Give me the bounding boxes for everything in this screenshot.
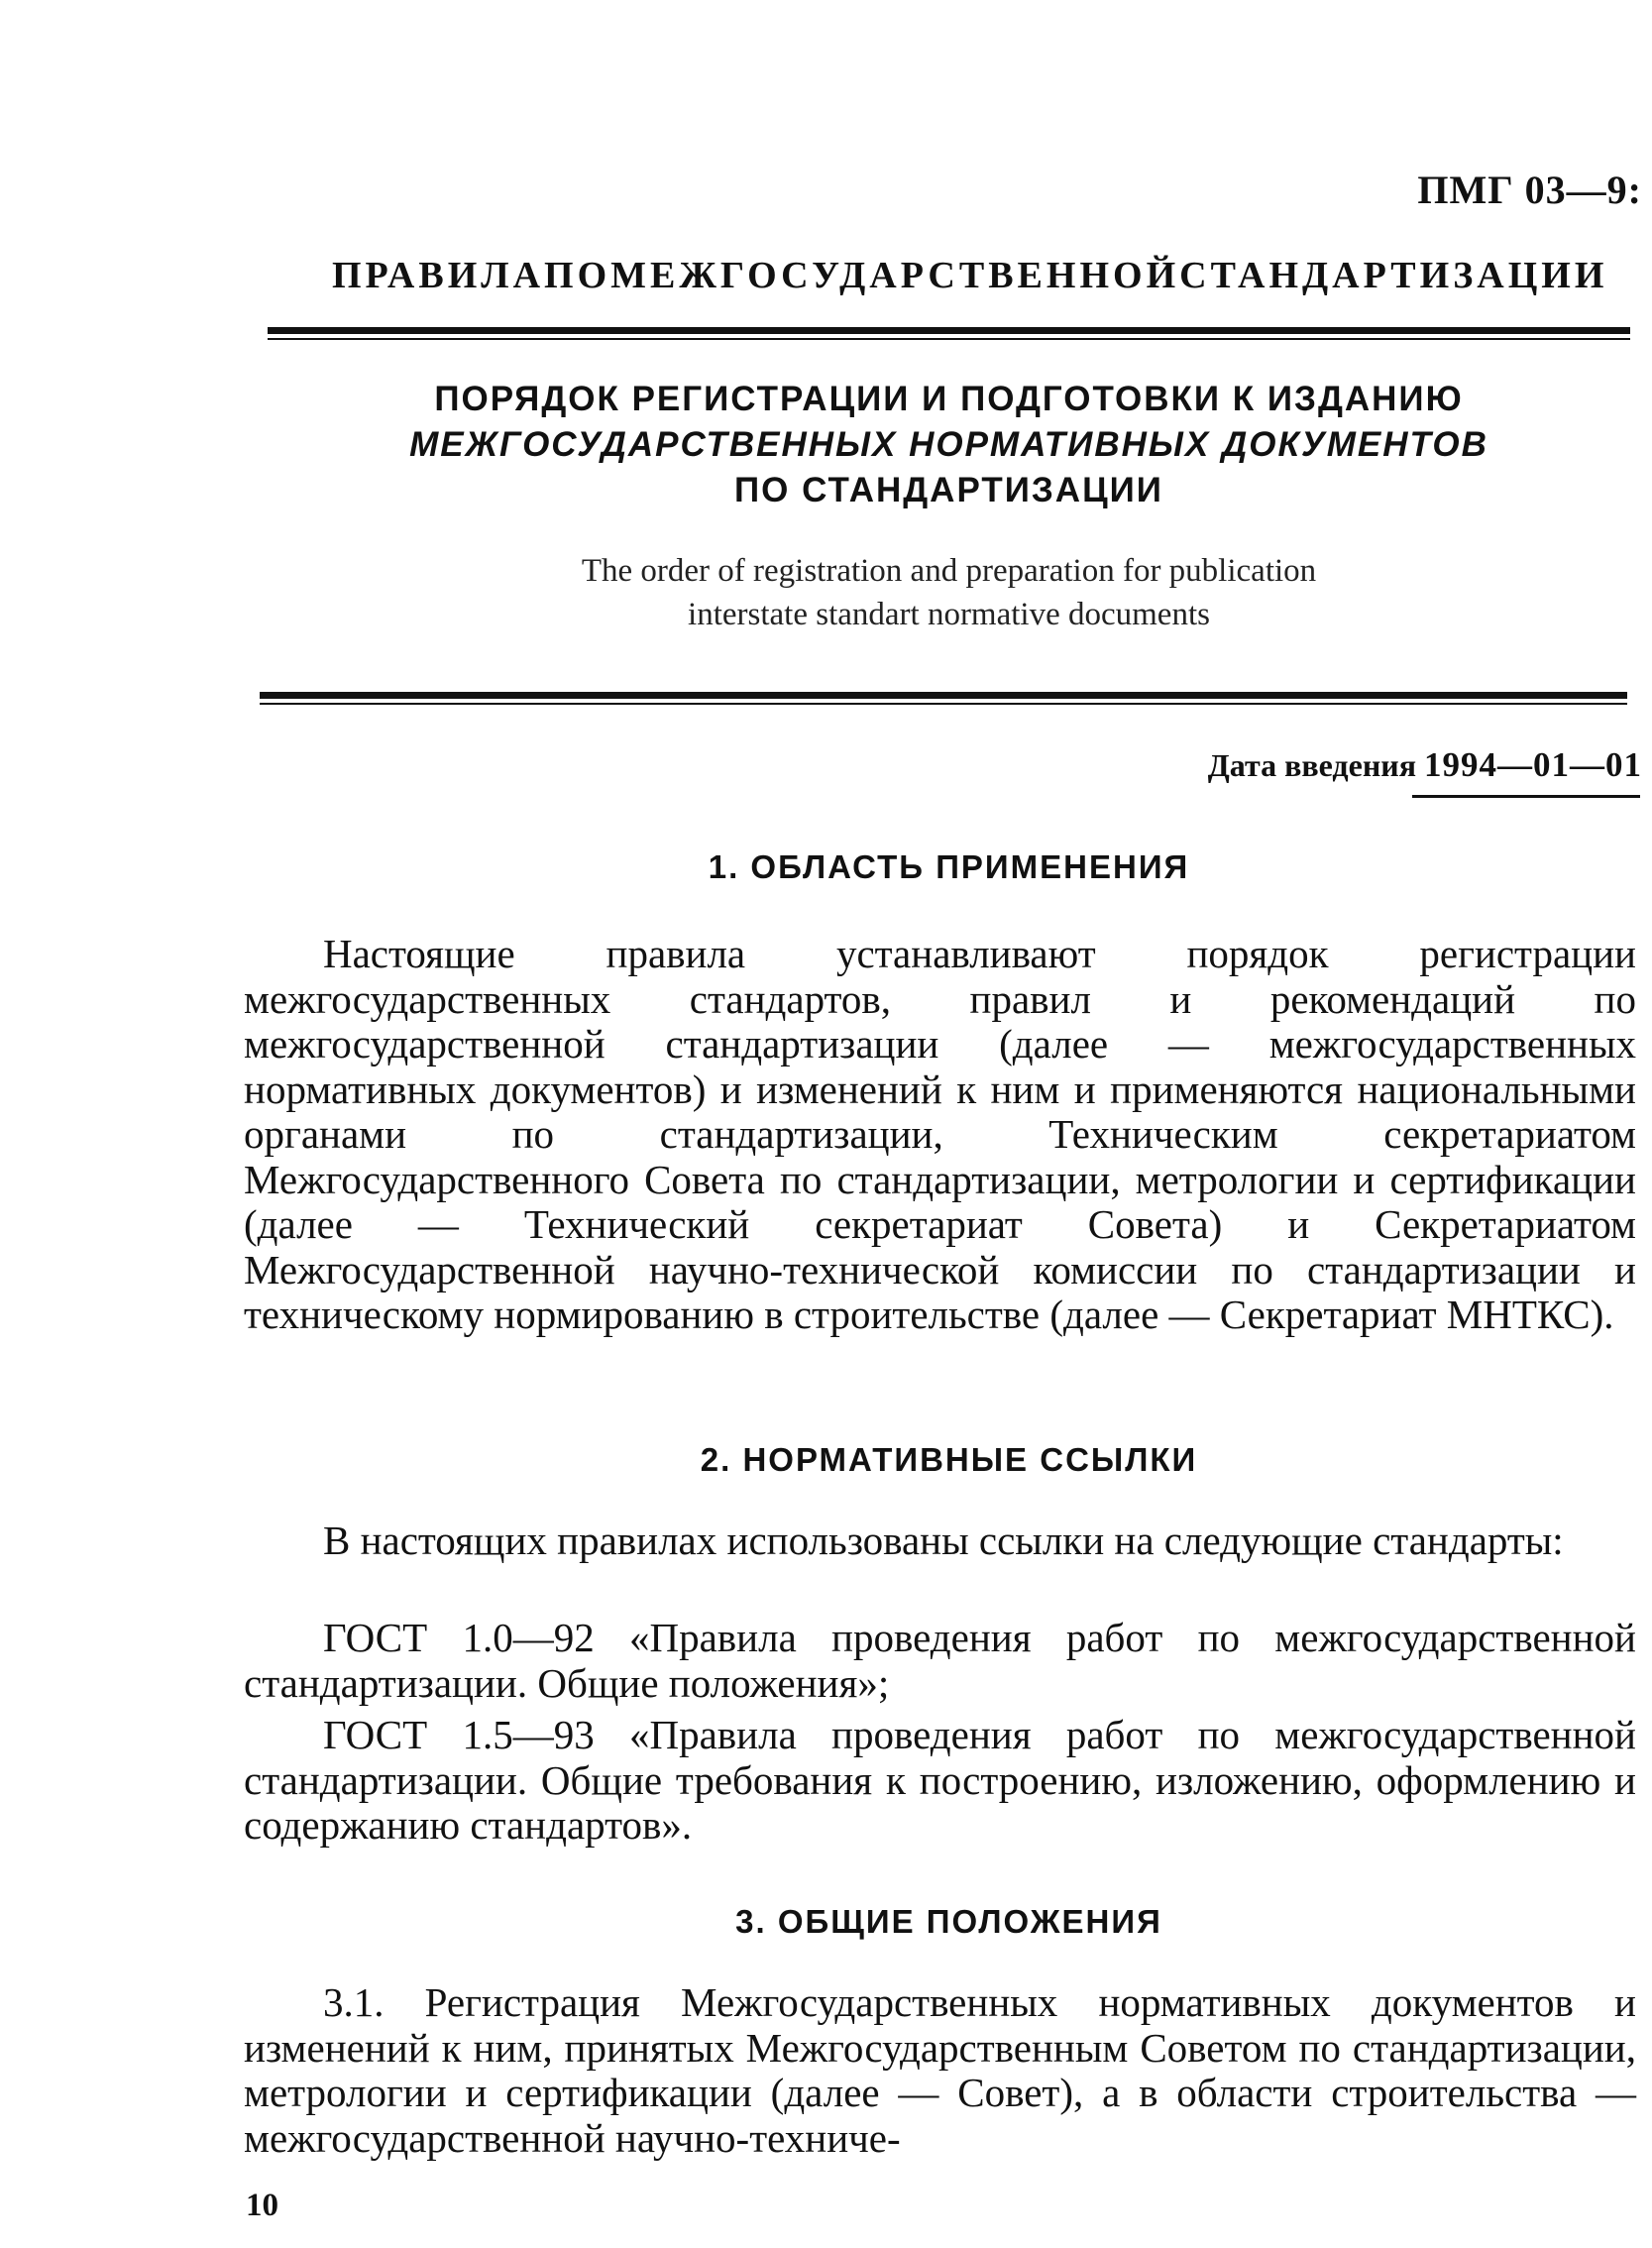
title-line: ПОРЯДОК РЕГИСТРАЦИИ И ПОДГОТОВКИ К ИЗДАНИЮ <box>434 380 1464 418</box>
series-title-word: СТАНДАРТИЗАЦИИ <box>1179 255 1608 296</box>
introduction-date-label: Дата введения <box>1207 747 1416 783</box>
series-title-word: МЕЖГОСУДАРСТВЕННОЙ <box>610 255 1180 296</box>
introduction-date-value: 1994—01—01 <box>1424 745 1642 784</box>
section-paragraph: ГОСТ 1.5—93 «Правила проведения работ по межгосударственной стандартизации. Общие требования к построению, изложению, оформлению и содержанию стандартов». <box>244 1712 1636 1848</box>
title-line: ПО СТАНДАРТИЗАЦИИ <box>734 471 1163 509</box>
english-title-line: interstate standart normative documents <box>688 597 1210 632</box>
section-heading: 1. ОБЛАСТЬ ПРИМЕНЕНИЯ <box>708 848 1190 885</box>
document-code: ПМГ 03—9: <box>1417 168 1642 212</box>
section-paragraph: Настоящие правила устанавливают порядок регистрации межгосударственных стандартов, правил и рекомендаций по межгосударственной стандартизации (далее — межгосударственных нормативных документов) и изменений к ним и применяются национальными органами по стандартизации, Техническим секретариатом Межгосударственного Совета по стандартизации, метрологии и сертификации (далее — Технический секретариат Совета) и Секретариатом Межгосударственной научно-технической комиссии по стандартизации и техническому нормированию в строительстве (далее — Секретариат МНТКС). <box>244 931 1636 1337</box>
date-underline <box>1412 795 1640 798</box>
english-title <box>268 549 1630 636</box>
series-title-word: ПО <box>544 255 611 296</box>
section-paragraph: 3.1. Регистрация Межгосударственных нормативных документов и изменений к ним, принятых Межгосударственным Советом по стандартизации, метрологии и сертификации (далее — Совет), а в области строительства — межгосударственной научно-техниче- <box>244 1979 1636 2161</box>
document-title <box>268 377 1630 513</box>
top-rule-thick <box>268 327 1630 334</box>
introduction-date <box>1208 745 1642 785</box>
section-paragraph: В настоящих правилах использованы ссылки на следующие стандарты: <box>323 1517 1564 1563</box>
section-heading: 3. ОБЩИЕ ПОЛОЖЕНИЯ <box>735 1903 1162 1940</box>
middle-rule-thick <box>260 692 1627 699</box>
page-number: 10 <box>246 2188 278 2223</box>
english-title-line: The order of registration and preparation for publication <box>581 553 1317 589</box>
section-heading: 2. НОРМАТИВНЫЕ ССЫЛКИ <box>700 1441 1198 1478</box>
middle-rule-thin <box>260 703 1627 705</box>
title-line: МЕЖГОСУДАРСТВЕННЫХ НОРМАТИВНЫХ ДОКУМЕНТОВ <box>409 425 1488 464</box>
section-paragraph: ГОСТ 1.0—92 «Правила проведения работ по межгосударственной стандартизации. Общие положения»; <box>244 1615 1636 1706</box>
series-title-word: ПРАВИЛА <box>332 255 545 296</box>
top-rule-thin <box>268 338 1630 340</box>
series-title <box>332 254 1608 297</box>
